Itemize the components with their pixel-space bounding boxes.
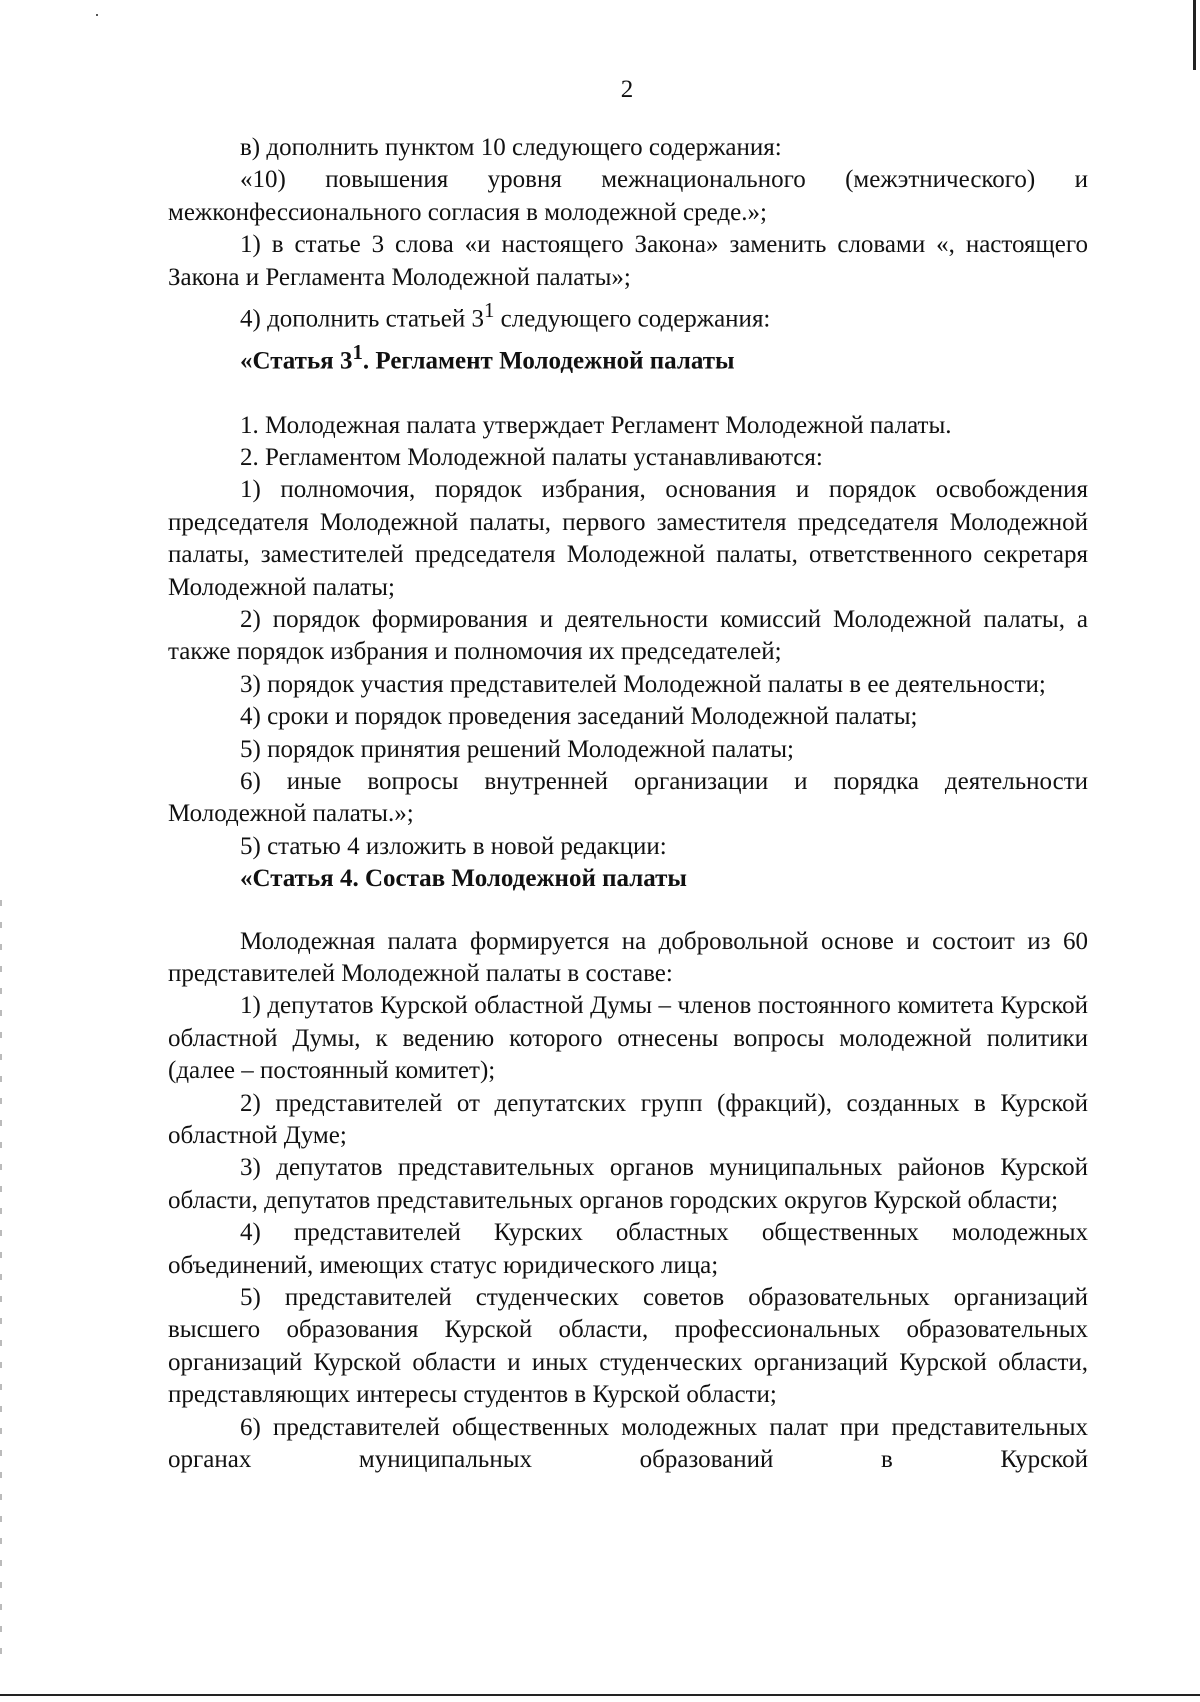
scan-bottom-edge [0,1694,1200,1696]
article-heading: «Статья 4. Состав Молодежной палаты [240,865,687,893]
paragraph: 5) представителей студенческих советов образовательных организаций высшего образования Курской области, профессиональных образовательных организаций Курской области и иных студенческих организаций Курской области, представляющих интересы студентов в Курской области; [168,1284,1088,1409]
document-body [168,132,1088,1477]
scan-speck [96,14,98,16]
paragraph: 1. Молодежная палата утверждает Регламент Молодежной палаты. [240,411,952,439]
paragraph-text: следующего содержания: [494,305,771,333]
paragraph: 1) в статье 3 слова «и настоящего Закона» заменить словами «, настоящего Закона и Регламента Молодежной палаты»; [168,231,1088,291]
paragraph: 3) депутатов представительных органов муниципальных районов Курской области, депутатов представительных органов городских округов Курской области; [168,1154,1088,1214]
superscript: 1 [352,339,363,364]
paragraph: 4) сроки и порядок проведения заседаний Молодежной палаты; [240,703,918,731]
paragraph: 6) иные вопросы внутренней организации и порядка деятельности Молодежной палаты.»; [168,767,1088,828]
paragraph-text: 4) дополнить статьей 3 [240,305,484,333]
paragraph: 4) представителей Курских областных общественных молодежных объединений, имеющих статус юридического лица; [168,1219,1088,1279]
article-heading [168,336,1088,378]
paragraph: 5) статью 4 изложить в новой редакции: [240,832,667,860]
paragraph: 6) представителей общественных молодежных палат при представительных органах муниципальных образований в Курской [168,1413,1088,1474]
scan-left-edge-marks [0,900,2,1660]
paragraph: 1) полномочия, порядок избрания, основания и порядок освобождения председателя Молодежной палаты, первого заместителя председателя Молодежной палаты, заместителей председателя Молодежной палаты, ответственного секретаря Молодежной палаты; [168,476,1088,601]
paragraph: 2) представителей от депутатских групп (фракций), созданных в Курской областной Думе; [168,1089,1088,1150]
paragraph: 1) депутатов Курской областной Думы – членов постоянного комитета Курской областной Думы, к ведению которого отнесены вопросы молодежной политики (далее – постоянный комитет); [168,992,1088,1085]
spacer [168,896,1088,926]
paragraph: «10) повышения уровня межнационального (межэтнического) и межконфессионального согласия в молодежной среде.»; [168,166,1088,226]
heading-text: «Статья 3 [240,347,353,375]
paragraph [168,294,1088,336]
scan-edge-mark [1193,0,1196,70]
paragraph: Молодежная палата формируется на добровольной основе и состоит из 60 представителей Молодежной палаты в составе: [168,927,1088,987]
paragraph: 5) порядок принятия решений Молодежной палаты; [240,735,795,763]
paragraph: 3) порядок участия представителей Молодежной палаты в ее деятельности; [240,670,1046,698]
superscript: 1 [483,298,495,323]
heading-text: . Регламент Молодежной палаты [362,347,735,375]
paragraph: в) дополнить пунктом 10 следующего содержания: [240,134,782,161]
page-number: 2 [620,76,634,103]
spacer [168,378,1088,410]
paragraph: 2) порядок формирования и деятельности комиссий Молодежной палаты, а также порядок избрания и полномочия их председателей; [168,605,1088,666]
paragraph: 2. Регламентом Молодежной палаты устанавливаются: [240,443,823,471]
